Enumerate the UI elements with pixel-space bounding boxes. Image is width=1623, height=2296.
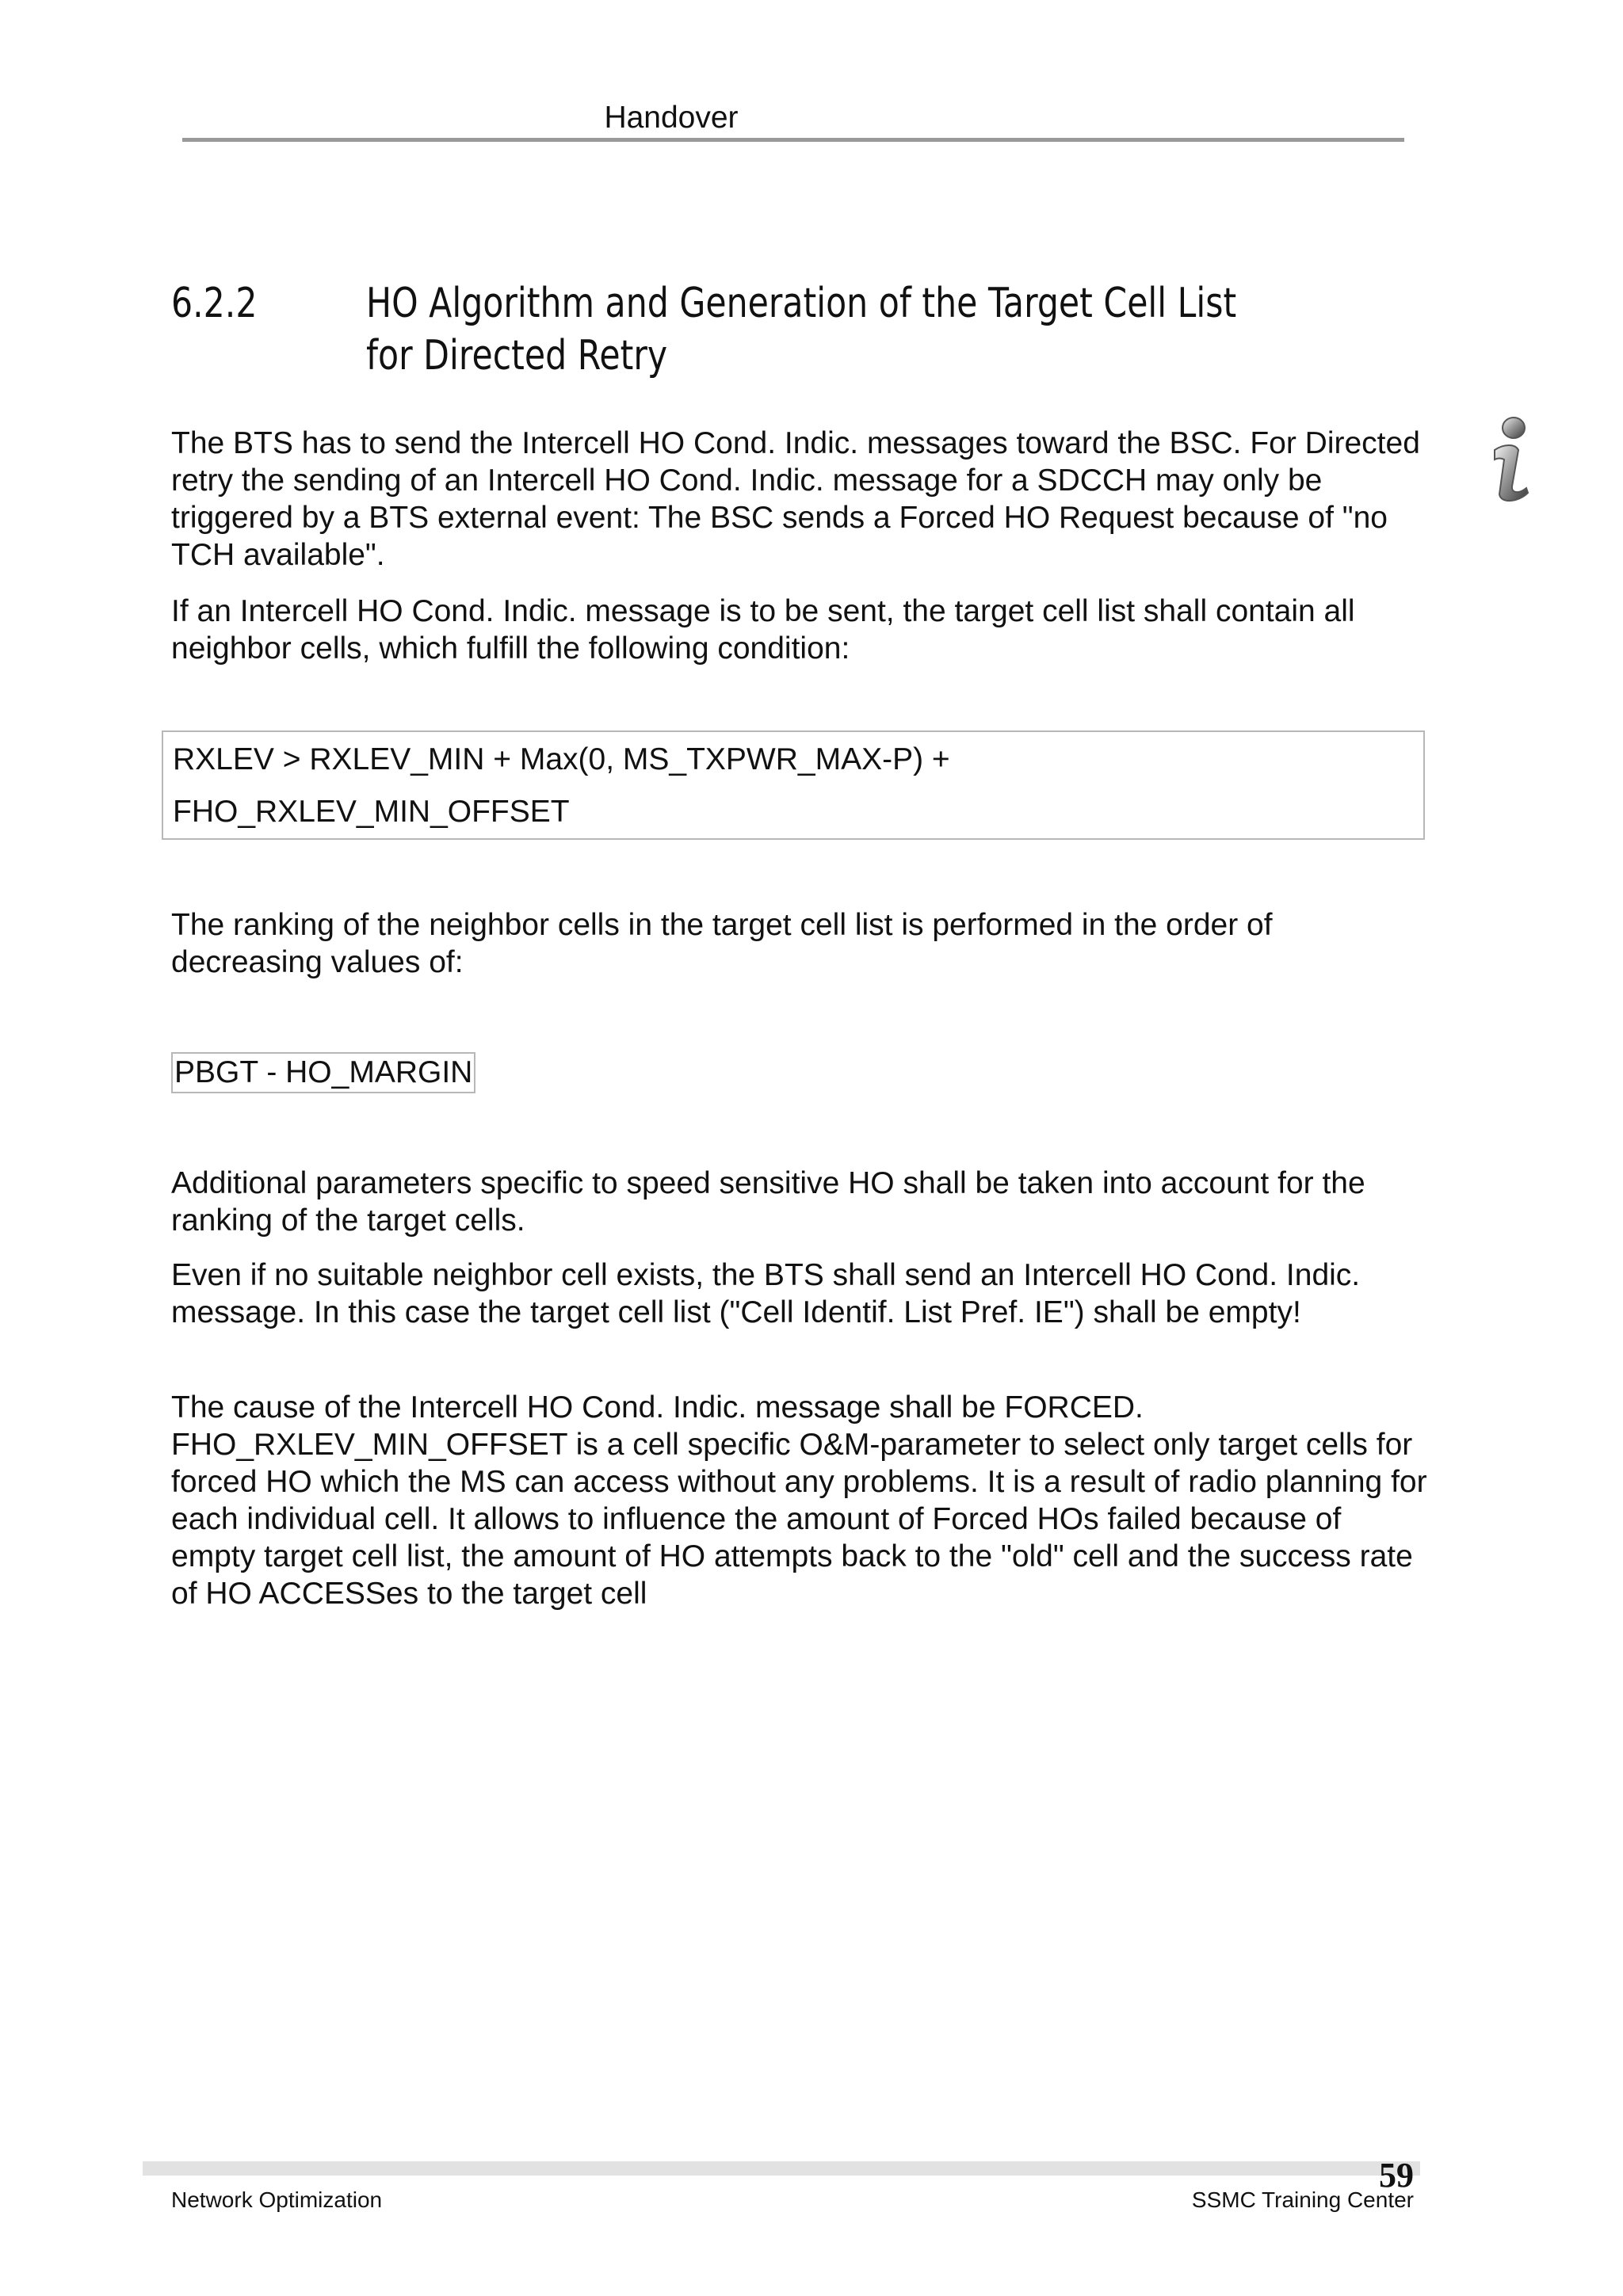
- paragraph-forced-cause: The cause of the Intercell HO Cond. Indic. message shall be FORCED. FHO_RXLEV_MIN_OFFSET is a cell specific O&M-parameter to select only target cells for forced HO which the MS can access without any problems. It is a result of radio planning for each individual cell. It allows to influence the amount of Forced HOs failed because of empty target cell list, the amount of HO attempts back to the "old" cell and the success rate of HO ACCESSes to the target cell: [171, 1390, 1427, 1611]
- footer-bar: [143, 2161, 1420, 2176]
- paragraph-target-cell-condition: If an Intercell HO Cond. Indic. message is to be sent, the target cell list shall contain all neighbor cells, which fulfill the following condition:: [171, 594, 1355, 666]
- condition-formula-box: [162, 730, 1425, 840]
- condition-formula-line-1: RXLEV > RXLEV_MIN + Max(0, MS_TXPWR_MAX-P) +: [173, 742, 950, 776]
- section-number: 6.2.2: [171, 280, 258, 327]
- page-number: 59: [1379, 2156, 1414, 2195]
- page-header: Handover: [604, 101, 739, 135]
- footer-right-text: SSMC Training Center: [1191, 2187, 1414, 2212]
- section-title: HO Algorithm and Generation of the Target Cell List for Directed Retry: [366, 280, 1237, 379]
- info-icon: [1477, 415, 1541, 504]
- paragraph-empty-list: Even if no suitable neighbor cell exists, the BTS shall send an Intercell HO Cond. Indic. message. In this case the target cell list ("Cell Identif. List Pref. IE") shall be empty!: [171, 1258, 1361, 1329]
- paragraph-directed-retry: The BTS has to send the Intercell HO Cond. Indic. messages toward the BSC. For Directed retry the sending of an Intercell HO Cond. Indic. message for a SDCCH may only be triggered by a BTS external event: The BSC sends a Forced HO Request because of "no TCH available".: [171, 426, 1420, 572]
- paragraph-ranking: The ranking of the neighbor cells in the target cell list is performed in the order of decreasing values of:: [171, 908, 1273, 979]
- ranking-formula-box: PBGT - HO_MARGIN: [171, 1052, 475, 1093]
- header-rule: [182, 138, 1404, 142]
- paragraph-speed-sensitive: Additional parameters specific to speed sensitive HO shall be taken into account for the ranking of the target cells.: [171, 1166, 1365, 1238]
- condition-formula-line-2: FHO_RXLEV_MIN_OFFSET: [173, 795, 570, 829]
- footer-left-text: Network Optimization: [171, 2187, 383, 2212]
